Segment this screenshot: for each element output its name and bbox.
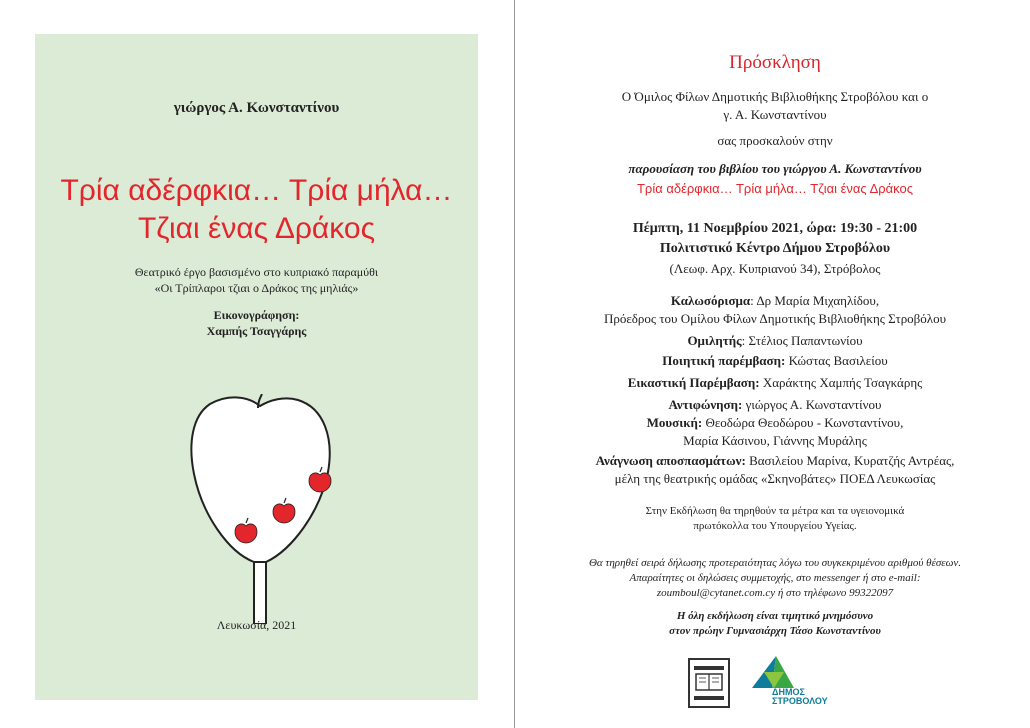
program-item [540, 432, 1010, 449]
intro-line2: γ. Α. Κωνσταντίνου [723, 107, 827, 122]
program-item [540, 352, 1010, 369]
cover-place-year: Λευκωσία, 2021 [216, 618, 297, 632]
apple-illustration [188, 394, 333, 624]
memorial-line1: Η όλη εκδήλωση είναι τιμητικό μνημόσυνο [676, 610, 874, 622]
strovolos-logo-text [772, 688, 828, 706]
cover-author: γιώργος Α. Κωνσταντίνου [173, 100, 340, 116]
event-datetime: Πέμπτη, 11 Νοεμβρίου 2021, ώρα: 19:30 - 21:00 [632, 221, 918, 236]
rsvp-line2: Απαραίτητες οι δηλώσεις συμμετοχής, στο messenger ή στο e-mail: [629, 572, 921, 584]
program-value: Στέλιος Παπαντωνίου [748, 333, 863, 348]
rsvp-line1: Θα τηρηθεί σειρά δήλωσης προτεραιότητας λόγω του συγκεκριμένου αριθμού θέσεων. [588, 557, 962, 569]
program-separator: : [741, 333, 749, 348]
health-line2: πρωτόκολλα του Υπουργείου Υγείας. [693, 520, 857, 532]
program-item [540, 396, 1010, 413]
program-item [540, 470, 1010, 487]
program-value: γιώργος Α. Κωνσταντίνου [745, 397, 882, 412]
apple-trunk [254, 562, 266, 624]
book-title-line: Τρία αδέρφκια… Τρία μήλα… Τζιαι ένας Δράκος [636, 181, 913, 196]
health-line1: Στην Εκδήλωση θα τηρηθούν τα μέτρα και τα υγειονομικά [645, 505, 905, 517]
illustrator-name: Χαμπής Τσαγγάρης [206, 324, 307, 338]
memorial-line2: στον πρώην Γυμνασιάρχη Τάσο Κωνσταντίνου [669, 625, 881, 637]
program-item [540, 292, 1010, 309]
program-item [540, 332, 1010, 349]
program-value: Μαρία Κάσινου, Γιάννης Μυράλης [683, 433, 867, 448]
cover-subtitle-line2: «Οι Τρίπλαροι τζιαι ο Δράκος της μηλιάς» [154, 281, 359, 295]
book-icon [690, 660, 728, 706]
cover-title [35, 172, 478, 248]
program-label: Ποιητική παρέμβαση: [662, 353, 786, 368]
program-value: Χαράκτης Χαμπής Τσαγκάρης [762, 375, 923, 390]
program-value: Βασιλείου Μαρίνα, Κυρατζής Αντρέας, [749, 453, 955, 468]
event-venue: Πολιτιστικό Κέντρο Δήμου Στροβόλου [659, 241, 891, 256]
strovolos-logo-line2: ΣΤΡΟΒΟΛΟΥ [772, 696, 828, 706]
program-label: Ανάγνωση αποσπασμάτων: [595, 453, 746, 468]
program-value: Δρ Μαρία Μιχαηλίδου, [756, 293, 880, 308]
cover-title-line2: Τζιαι ένας Δράκος [137, 212, 376, 245]
illustration-label: Εικονογράφηση: [213, 308, 300, 322]
intro-line1: Ο Όμιλος Φίλων Δημοτικής Βιβλιοθήκης Στροβόλου και ο [621, 89, 929, 104]
program-item [540, 310, 1010, 327]
program-label: Αντιφώνηση: [668, 397, 743, 412]
strovolos-logo-line1: ΔΗΜΟΣ [772, 687, 805, 697]
invitation-heading: Πρόσκληση [729, 52, 821, 73]
program-label: Καλωσόρισμα [670, 293, 751, 308]
presentation-line: παρουσίαση του βιβλίου του γιώργου Α. Κωνσταντίνου [628, 161, 922, 176]
invite-line: σας προσκαλούν στην [717, 133, 833, 148]
library-logo [688, 658, 730, 708]
cover-title-line1: Τρία αδέρφκια… Τρία μήλα… [60, 174, 453, 207]
cover-subtitle-line1: Θεατρικό έργο βασισμένο στο κυπριακό παραμύθι [134, 265, 379, 279]
page-divider [514, 0, 515, 728]
program-item [540, 452, 1010, 469]
book-cover [35, 34, 478, 700]
program-separator: : [750, 293, 757, 308]
program-label: Εικαστική Παρέμβαση: [627, 375, 760, 390]
event-address: (Λεωφ. Αρχ. Κυπριανού 34), Στρόβολος [669, 261, 881, 276]
program-label: Ομιλητής [687, 333, 742, 348]
program-value: μέλη της θεατρικής ομάδας «Σκηνοβάτες» ΠΟΕΔ Λευκωσίας [614, 471, 936, 486]
rsvp-line3: zoumboul@cytanet.com.cy ή στο τηλέφωνο 99322097 [656, 587, 894, 599]
program-item [540, 414, 1010, 431]
program-value: Θεοδώρα Θεοδώρου - Κωνσταντίνου, [705, 415, 904, 430]
program-value: Κώστας Βασιλείου [788, 353, 888, 368]
program-value: Πρόεδρος του Ομίλου Φίλων Δημοτικής Βιβλιοθήκης Στροβόλου [603, 311, 947, 326]
program-item [540, 374, 1010, 391]
cover-subtitle [35, 264, 478, 296]
program-label: Μουσική: [646, 415, 703, 430]
